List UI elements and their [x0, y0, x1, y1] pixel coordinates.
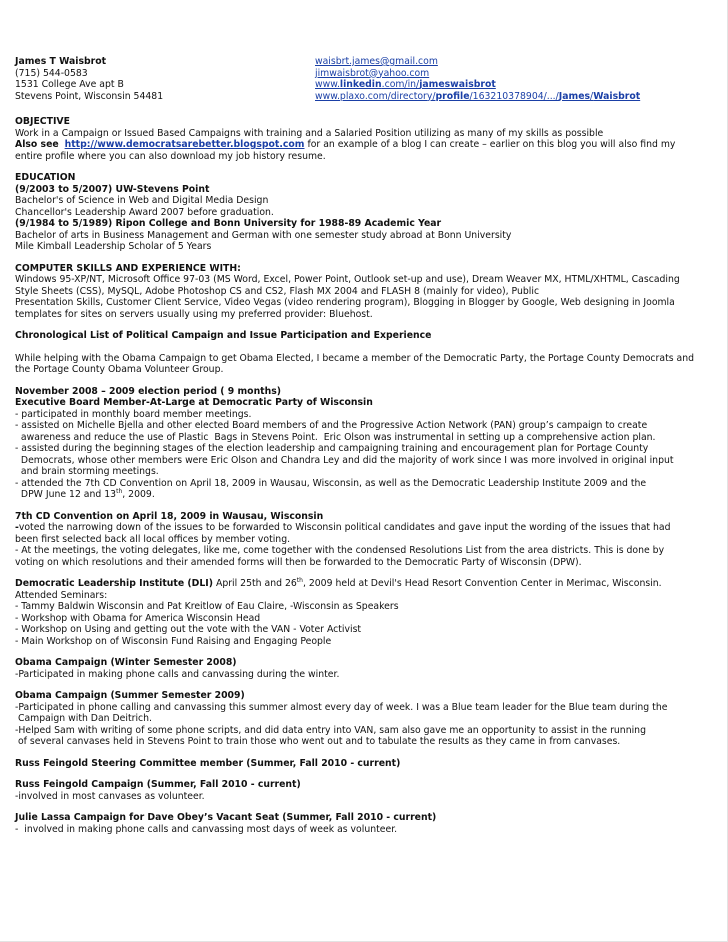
email-link-gmail[interactable]: waisbrt.james@gmail.com — [315, 56, 438, 67]
objective-heading: OBJECTIVE — [15, 116, 70, 127]
cd7-section: 7th CD Convention on April 18, 2009 in Wausau, Wisconsin -voted the narrowing down of the issues to be forwarded to Wisconsin political candidates and gave input the wording of the issues that had been first selected back all local offices by member voting. - At the meetings, the voting delegates, like me, come together with the condensed Resolutions List from the area districts. This is done by voting on which resolutions and their amended forms will then be forwarded to the Democratic Party of Wisconsin (DPW). — [15, 510, 671, 568]
linkedin-link[interactable]: www.linkedin.com/in/jameswaisbrot — [315, 79, 496, 90]
obama-summer-section: Obama Campaign (Summer Semester 2009) -Participated in phone calling and canvassing this summer almost every day of week. I was a Blue team leader for the Blue team during the Campaign with Dan Deitrich. -Helped Sam with writing of some phone scripts, and did data entry into VAN, sam also gave me an opportunity to assist in the running of several canvases held in Stevens Point to train those who went out and to tabulate the results as they came in from canvases. — [15, 690, 668, 747]
education-heading: EDUCATION — [15, 172, 76, 183]
objective-text: Work in a Campaign or Issued Based Campaigns with training and a Salaried Position utilizing as many of my skills as possible — [15, 127, 604, 139]
resume-body — [15, 116, 715, 835]
email-link-yahoo[interactable]: jimwaisbrot@yahoo.com — [315, 67, 430, 79]
blog-link[interactable]: http://www.democratsarebetter.blogspot.com — [64, 139, 305, 150]
skills-section: COMPUTER SKILLS AND EXPERIENCE WITH: Windows 95-XP/NT, Microsoft Office 97-03 (MS Word, Excel, Power Point, Outlook set-up and use), Dream Weaver MX, HTML/XHTML, Cascading Style Sheets (CSS), MySQL, Adobe Photoshop CS and CS2, Flash MX 2004 and FLASH 8 (mainly for video), Public Presentation Skills, Customer Client Service, Video Vegas (video rendering program), Blogging in Blogger by Google, Web designing in Joomla templates for sites on servers usually using my preferred provider: Bluehost. — [15, 263, 715, 321]
contact-links — [315, 56, 715, 102]
objective-section: OBJECTIVE Work in a Campaign or Issued Based Campaigns with training and a Salaried Position utilizing as many of my skills as possible Also see http://www.democratsarebetter.blogspot.com for an example of a blog I can create – earlier on this blog you will also find my entire profile where you can also download my job history resume. — [15, 116, 715, 162]
contact-phone: (715) 544-0583 — [15, 67, 88, 79]
chrono-section: Chronological List of Political Campaign and Issue Participation and Experience While helping with the Obama Campaign to get Obama Elected, I became a member of the Democratic Party, the Portage County Democrats and the Portage County Obama Volunteer Group. — [15, 330, 715, 376]
contact-block — [15, 56, 305, 102]
contact-name: James T Waisbrot — [15, 56, 107, 67]
education-section: EDUCATION (9/2003 to 5/2007) UW-Stevens Point Bachelor's of Science in Web and Digital Media Design Chancellor's Leadership Award 2007 before graduation. (9/1984 to 5/1989) Ripon College and Bonn University for 1988-89 Academic Year Bachelor of arts in Business Management and German with one semester study abroad at Bonn University Mile Kimball Leadership Scholar of 5 Years — [15, 172, 715, 253]
contact-city: Stevens Point, Wisconsin 54481 — [15, 90, 164, 102]
exec-board-section: November 2008 – 2009 election period ( 9 months) Executive Board Member-At-Large at Democratic Party of Wisconsin - participated in monthly board member meetings. - assisted on Michelle Bjella and other elected Board members of and the Progressive Action Network (PAN) group’s campaign to create awareness and reduce the use of Plastic Bags in Stevens Point. Eric Olson was instrumental in setting up a comprehensive action plan. - assisted during the beginning stages of the election leadership and campaigning training and encouragement plan for Portage County Democrats, whose other members were Eric Olson and Chandra Ley and did the majority of work since I was more involved in original input and brain storming meetings. - attended the 7th CD Convention on April 18, 2009 in Wausau, Wisconsin, as well as the Democratic Leadership Institute 2009 and the DPW June 12 and 13th, 2009. — [15, 385, 674, 500]
russ-campaign-section: Russ Feingold Campaign (Summer, Fall 2010 - current) -involved in most canvases as volunteer. — [15, 779, 301, 802]
obama-winter-section: Obama Campaign (Winter Semester 2008) -Participated in making phone calls and canvassing during the winter. — [15, 657, 340, 680]
contact-street: 1531 College Ave apt B — [15, 79, 124, 90]
also-see-label: Also see — [15, 139, 59, 150]
skills-heading: COMPUTER SKILLS AND EXPERIENCE WITH: — [15, 262, 241, 274]
russ-steering-section: Russ Feingold Steering Committee member (Summer, Fall 2010 - current) — [15, 757, 401, 769]
lassa-section: Julie Lassa Campaign for Dave Obey’s Vacant Seat (Summer, Fall 2010 - current) - involved in making phone calls and canvassing most days of week as volunteer. — [15, 812, 437, 835]
plaxo-link[interactable]: www.plaxo.com/directory/profile/163210378904/.../James/Waisbrot — [315, 90, 641, 102]
dli-section: Democratic Leadership Institute (DLI) April 25th and 26th, 2009 held at Devil's Head Resort Convention Center in Merimac, Wisconsin. Attended Seminars: - Tammy Baldwin Wisconsin and Pat Kreitlow of Eau Claire, -Wisconsin as Speakers - Workshop with Obama for America Wisconsin Head - Workshop on Using and getting out the vote with the VAN - Voter Activist - Main Workshop on of Wisconsin Fund Raising and Engaging People — [15, 576, 662, 647]
chrono-heading: Chronological List of Political Campaign and Issue Participation and Experience — [15, 330, 432, 341]
